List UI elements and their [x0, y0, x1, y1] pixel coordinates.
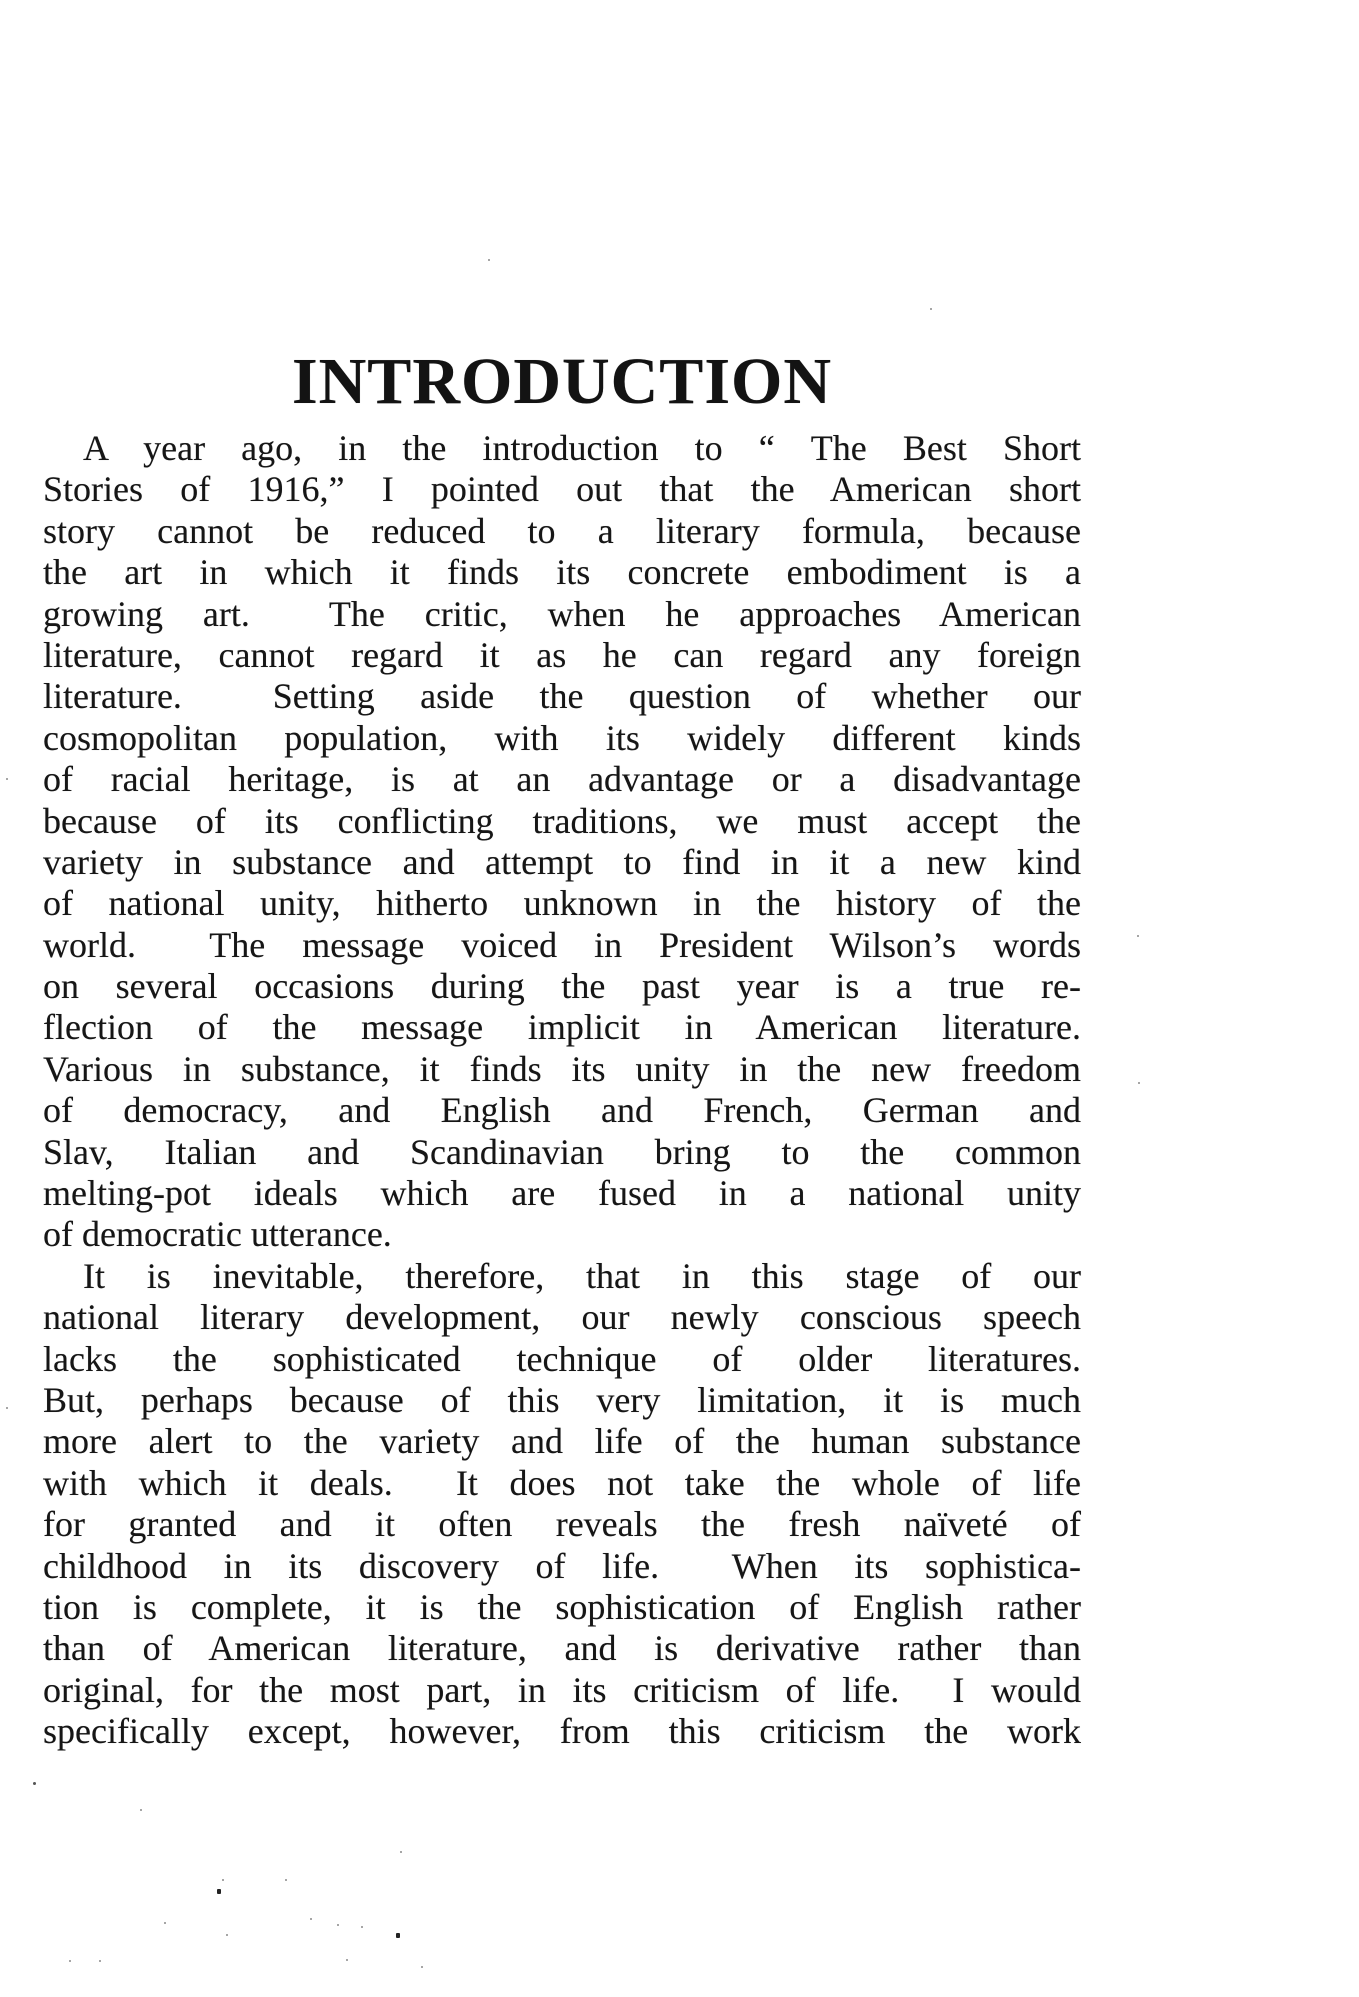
scan-speck [6, 778, 8, 780]
text-line: Stories of 1916,” I pointed out that the American short [43, 469, 1081, 510]
scan-speck [33, 1782, 36, 1785]
scan-speck [222, 1879, 224, 1881]
text-line: of democracy, and English and French, German and [43, 1090, 1081, 1131]
text-line: world. The message voiced in President Wilson’s words [43, 924, 1081, 965]
scan-speck [396, 1933, 400, 1938]
text-line: childhood in its discovery of life. When its sophistica- [43, 1545, 1081, 1586]
text-line: growing art. The critic, when he approaches American [43, 593, 1081, 634]
text-line: literature, cannot regard it as he can regard any foreign [43, 634, 1081, 675]
text-line: But, perhaps because of this very limitation, it is much [43, 1379, 1081, 1420]
text-line: on several occasions during the past year is a true re- [43, 966, 1081, 1007]
text-line: than of American literature, and is derivative rather than [43, 1628, 1081, 1669]
scan-speck [226, 1934, 228, 1936]
scan-speck [140, 1809, 142, 1811]
scan-speck [337, 1924, 339, 1926]
paragraph [43, 1256, 1081, 1753]
text-line: more alert to the variety and life of the human substance [43, 1421, 1081, 1462]
scan-speck [930, 308, 932, 310]
text-line: original, for the most part, in its criticism of life. I would [43, 1669, 1081, 1710]
text-line: national literary development, our newly conscious speech [43, 1297, 1081, 1338]
scan-speck [6, 1407, 8, 1409]
text-line: variety in substance and attempt to find in it a new kind [43, 841, 1081, 882]
scan-speck [1137, 935, 1139, 937]
scan-speck [99, 1960, 101, 1962]
page-title: INTRODUCTION [291, 345, 833, 419]
scan-speck [217, 1889, 221, 1894]
scan-speck [310, 1918, 312, 1920]
text-line: cosmopolitan population, with its widely different kinds [43, 717, 1081, 758]
scan-speck [69, 1960, 71, 1962]
text-line: with which it deals. It does not take the whole of life [43, 1462, 1081, 1503]
text-line: the art in which it finds its concrete embodiment is a [43, 552, 1081, 593]
text-line: Slav, Italian and Scandinavian bring to the common [43, 1131, 1081, 1172]
text-line: story cannot be reduced to a literary formula, because [43, 510, 1081, 551]
text-line: A year ago, in the introduction to “ The Best Short [83, 428, 1081, 468]
scan-speck [346, 1959, 348, 1961]
text-line: because of its conflicting traditions, we must accept the [43, 800, 1081, 841]
text-line: flection of the message implicit in American literature. [43, 1007, 1081, 1048]
text-line: melting-pot ideals which are fused in a national unity [43, 1173, 1081, 1214]
scan-speck [164, 1922, 166, 1924]
text-line: of racial heritage, is at an advantage or a disadvantage [43, 759, 1081, 800]
text-line: for granted and it often reveals the fresh naïveté of [43, 1504, 1081, 1545]
text-line: Various in substance, it finds its unity in the new freedom [43, 1048, 1081, 1089]
text-line: lacks the sophisticated technique of older literatures. [43, 1338, 1081, 1379]
text-line: specifically except, however, from this criticism the work [43, 1711, 1081, 1752]
text-line: literature. Setting aside the question of whether our [43, 676, 1081, 717]
text-line: It is inevitable, therefore, that in this stage of our [83, 1255, 1081, 1296]
scan-speck [1138, 1082, 1140, 1084]
text-line: of democratic utterance. [43, 1214, 392, 1255]
scan-speck [285, 1879, 287, 1881]
scan-speck [400, 1851, 402, 1853]
scan-speck [361, 1926, 363, 1928]
text-line: tion is complete, it is the sophistication of English rather [43, 1586, 1081, 1627]
paragraph [43, 428, 1081, 1256]
scan-speck [421, 1966, 423, 1968]
text-block [43, 428, 1081, 1753]
text-line: of national unity, hitherto unknown in the history of the [43, 883, 1081, 924]
scan-speck [488, 259, 490, 261]
